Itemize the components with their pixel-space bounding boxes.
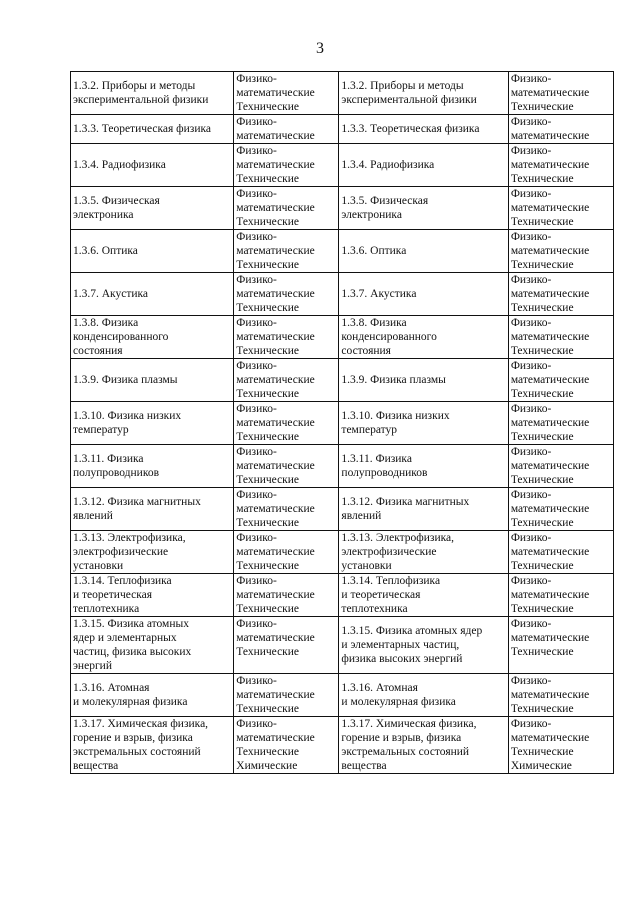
specialty-name-right: 1.3.7. Акустика bbox=[339, 273, 508, 316]
specialty-name-left: 1.3.2. Приборы и методы экспериментальной физики bbox=[71, 72, 234, 115]
science-branch-right: Физико- математические Технические bbox=[508, 230, 613, 273]
table-row bbox=[71, 273, 614, 316]
specialty-name-right: 1.3.8. Физика конденсированного состояния bbox=[339, 316, 508, 359]
specialty-name-right: 1.3.4. Радиофизика bbox=[339, 144, 508, 187]
science-branch-left: Физико- математические Технические bbox=[234, 674, 339, 717]
specialty-name-right: 1.3.16. Атомная и молекулярная физика bbox=[339, 674, 508, 717]
table-row bbox=[71, 359, 614, 402]
specialty-name-right: 1.3.14. Теплофизика и теоретическая теплотехника bbox=[339, 574, 508, 617]
science-branch-left: Физико- математические Технические bbox=[234, 187, 339, 230]
specialty-name-left: 1.3.7. Акустика bbox=[71, 273, 234, 316]
specialty-name-right: 1.3.10. Физика низких температур bbox=[339, 402, 508, 445]
specialty-name-right: 1.3.5. Физическая электроника bbox=[339, 187, 508, 230]
specialty-name-left: 1.3.3. Теоретическая физика bbox=[71, 115, 234, 144]
science-branch-right: Физико- математические Технические bbox=[508, 488, 613, 531]
science-branch-left: Физико- математические Технические bbox=[234, 359, 339, 402]
science-branch-left: Физико- математические Технические bbox=[234, 230, 339, 273]
specialty-name-right: 1.3.2. Приборы и методы экспериментальной физики bbox=[339, 72, 508, 115]
science-branch-left: Физико- математические Технические bbox=[234, 273, 339, 316]
specialty-name-left: 1.3.9. Физика плазмы bbox=[71, 359, 234, 402]
science-branch-left: Физико- математические Технические bbox=[234, 488, 339, 531]
specialty-name-left: 1.3.5. Физическая электроника bbox=[71, 187, 234, 230]
table-row bbox=[71, 531, 614, 574]
table-row bbox=[71, 230, 614, 273]
science-branch-left: Физико- математические Технические bbox=[234, 144, 339, 187]
science-branch-right: Физико- математические Технические bbox=[508, 144, 613, 187]
specialty-table-body bbox=[71, 72, 614, 774]
table-row bbox=[71, 674, 614, 717]
science-branch-right: Физико- математические Технические bbox=[508, 359, 613, 402]
table-row bbox=[71, 144, 614, 187]
specialty-name-left: 1.3.4. Радиофизика bbox=[71, 144, 234, 187]
specialty-name-left: 1.3.13. Электрофизика, электрофизические установки bbox=[71, 531, 234, 574]
table-row bbox=[71, 717, 614, 774]
specialty-name-left: 1.3.12. Физика магнитных явлений bbox=[71, 488, 234, 531]
science-branch-right: Физико- математические Технические bbox=[508, 72, 613, 115]
table-row bbox=[71, 574, 614, 617]
table-row bbox=[71, 72, 614, 115]
specialty-name-right: 1.3.11. Физика полупроводников bbox=[339, 445, 508, 488]
science-branch-left: Физико- математические Технические bbox=[234, 445, 339, 488]
specialty-name-left: 1.3.8. Физика конденсированного состояния bbox=[71, 316, 234, 359]
science-branch-left: Физико- математические Технические bbox=[234, 574, 339, 617]
science-branch-left: Физико- математические Технические bbox=[234, 316, 339, 359]
science-branch-left: Физико- математические Технические bbox=[234, 531, 339, 574]
table-row bbox=[71, 316, 614, 359]
specialty-name-right: 1.3.12. Физика магнитных явлений bbox=[339, 488, 508, 531]
table-row bbox=[71, 488, 614, 531]
specialty-name-right: 1.3.6. Оптика bbox=[339, 230, 508, 273]
science-branch-left: Физико- математические Технические bbox=[234, 617, 339, 674]
specialty-name-left: 1.3.10. Физика низких температур bbox=[71, 402, 234, 445]
science-branch-right: Физико- математические Технические bbox=[508, 445, 613, 488]
table-row bbox=[71, 115, 614, 144]
table-row bbox=[71, 445, 614, 488]
science-branch-right: Физико- математические Технические bbox=[508, 316, 613, 359]
science-branch-right: Физико- математические Технические Химические bbox=[508, 717, 613, 774]
specialty-name-left: 1.3.15. Физика атомных ядер и элементарных частиц, физика высоких энергий bbox=[71, 617, 234, 674]
specialty-name-right: 1.3.15. Физика атомных ядер и элементарных частиц, физика высоких энергий bbox=[339, 617, 508, 674]
science-branch-right: Физико- математические Технические bbox=[508, 531, 613, 574]
specialty-name-left: 1.3.6. Оптика bbox=[71, 230, 234, 273]
table-row bbox=[71, 187, 614, 230]
specialty-name-right: 1.3.13. Электрофизика, электрофизические установки bbox=[339, 531, 508, 574]
science-branch-right: Физико- математические Технические bbox=[508, 574, 613, 617]
science-branch-left: Физико- математические Технические bbox=[234, 402, 339, 445]
table-row bbox=[71, 402, 614, 445]
table-row bbox=[71, 617, 614, 674]
specialty-name-right: 1.3.17. Химическая физика, горение и взрыв, физика экстремальных состояний вещества bbox=[339, 717, 508, 774]
specialty-name-left: 1.3.14. Теплофизика и теоретическая теплотехника bbox=[71, 574, 234, 617]
specialty-name-right: 1.3.3. Теоретическая физика bbox=[339, 115, 508, 144]
science-branch-right: Физико- математические Технические bbox=[508, 273, 613, 316]
specialty-name-right: 1.3.9. Физика плазмы bbox=[339, 359, 508, 402]
specialty-table bbox=[70, 71, 614, 774]
page-number: 3 bbox=[316, 40, 324, 57]
science-branch-right: Физико- математические Технические bbox=[508, 187, 613, 230]
specialty-name-left: 1.3.11. Физика полупроводников bbox=[71, 445, 234, 488]
science-branch-left: Физико- математические Технические Химические bbox=[234, 717, 339, 774]
science-branch-right: Физико- математические Технические bbox=[508, 617, 613, 674]
science-branch-right: Физико- математические Технические bbox=[508, 402, 613, 445]
science-branch-right: Физико- математические Технические bbox=[508, 674, 613, 717]
specialty-name-left: 1.3.16. Атомная и молекулярная физика bbox=[71, 674, 234, 717]
science-branch-left: Физико- математические Технические bbox=[234, 72, 339, 115]
science-branch-left: Физико- математические bbox=[234, 115, 339, 144]
specialty-name-left: 1.3.17. Химическая физика, горение и взрыв, физика экстремальных состояний вещества bbox=[71, 717, 234, 774]
science-branch-right: Физико- математические bbox=[508, 115, 613, 144]
